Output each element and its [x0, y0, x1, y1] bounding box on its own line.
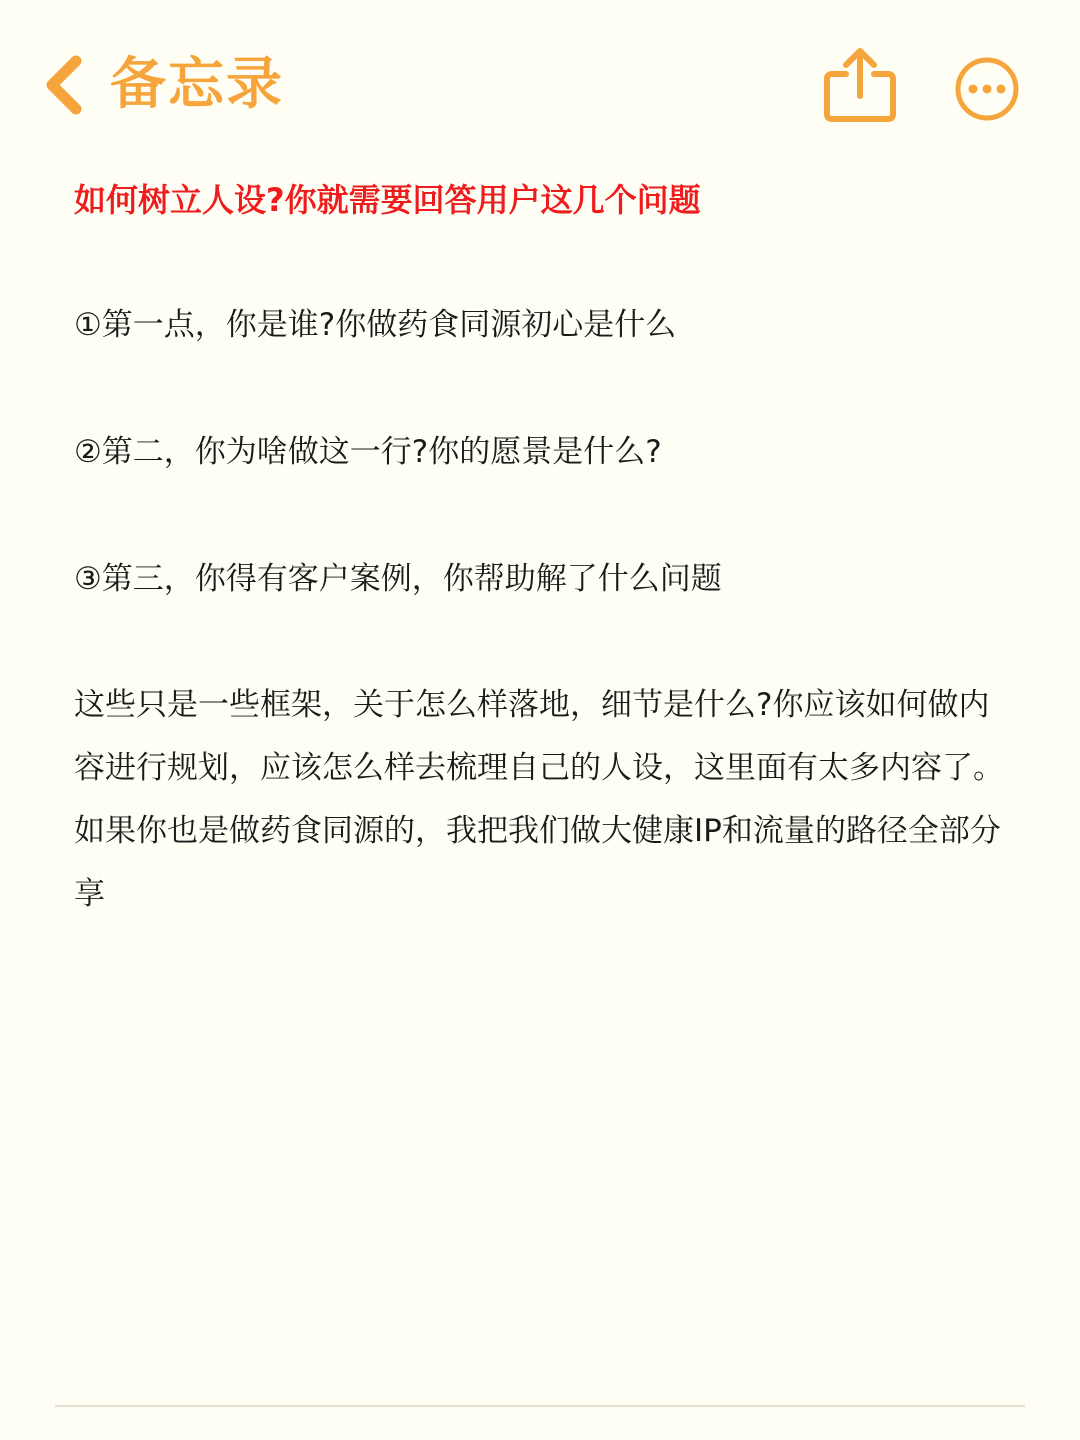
note-paragraph: ②第二，你为啥做这一行?你的愿景是什么? [74, 434, 662, 470]
note-paragraph: ①第一点，你是谁?你做药食同源初心是什么 [74, 307, 677, 343]
more-options-button[interactable] [954, 56, 1020, 122]
note-paragraph: ③第三，你得有客户案例，你帮助解了什么问题 [74, 561, 722, 597]
chevron-left-icon [40, 53, 88, 117]
share-icon [820, 44, 900, 124]
note-body[interactable] [74, 170, 1014, 926]
note-paragraph: 这些只是一些框架，关于怎么样落地，细节是什么?你应该如何做内容进行规划，应该怎么样去梳理自己的人设，这里面有太多内容了。如果你也是做药食同源的，我把我们做大健康IP和流量的路径全部分享 [74, 687, 1004, 912]
bottom-divider [55, 1405, 1025, 1407]
back-button[interactable] [40, 50, 284, 120]
ellipsis-circle-icon [954, 56, 1020, 122]
navigation-bar [0, 0, 1080, 170]
back-label: 备忘录 [110, 52, 284, 117]
note-title: 如何树立人设?你就需要回答用户这几个问题 [74, 181, 701, 219]
share-button[interactable] [820, 44, 900, 124]
